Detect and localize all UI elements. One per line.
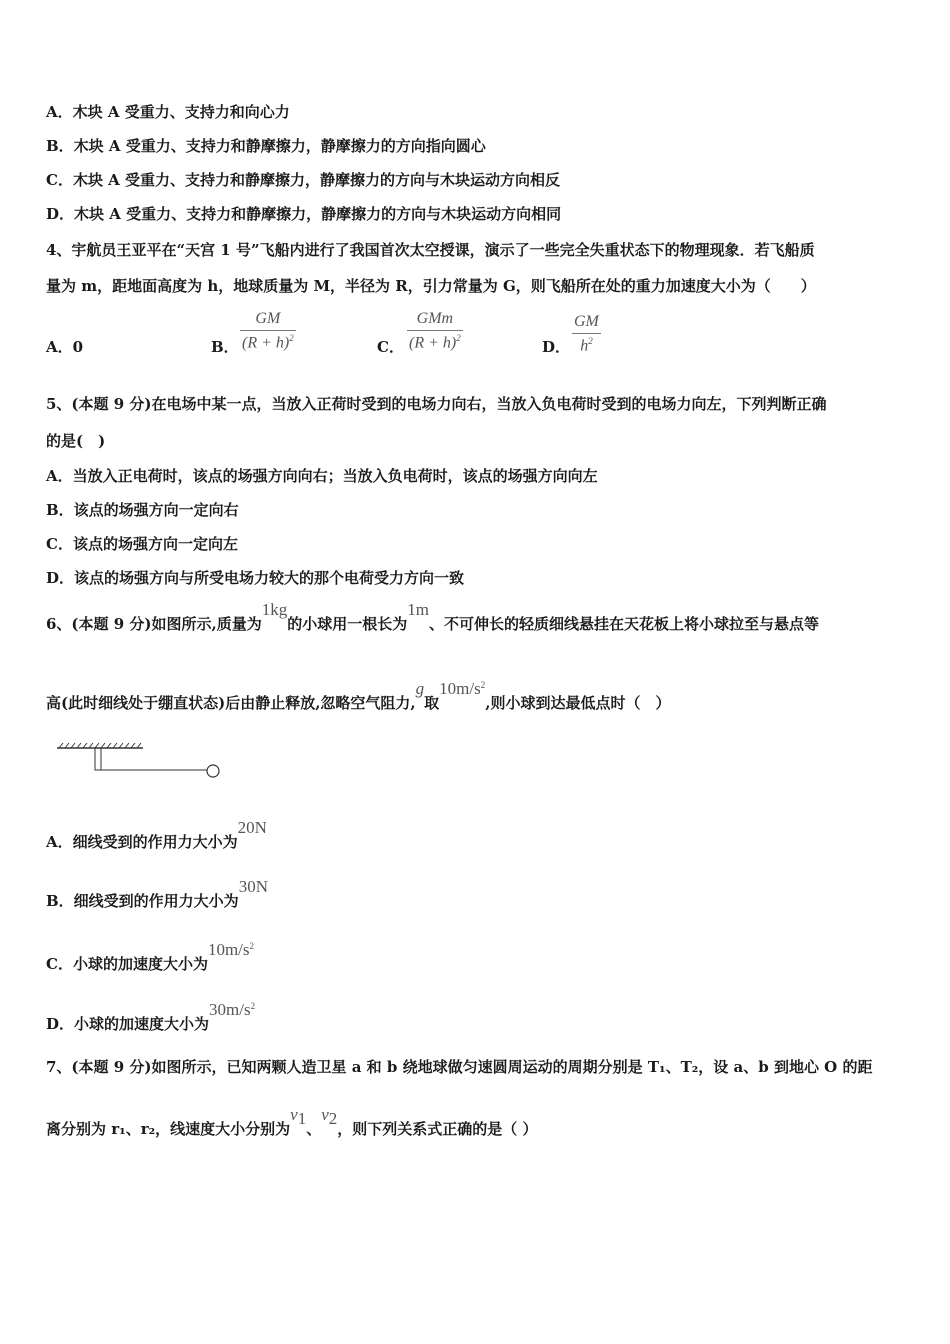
q6-stem-line2: 高(此时细线处于绷直状态)后由静止释放,忽略空气阻力,g取$10m/s^2$,则小球到达最低点时（ ） xyxy=(46,679,671,712)
q3-option-d: D．木块 A 受重力、支持力和静摩擦力，静摩擦力的方向与木块运动方向相同 xyxy=(46,205,562,223)
q5-option-b: B．该点的场强方向一定向右 xyxy=(46,501,239,519)
q5-option-d: D．该点的场强方向与所受电场力较大的那个电荷受力方向一致 xyxy=(46,569,465,587)
q4-stem-line2: 量为 m，距地面高度为 h，地球质量为 M，半径为 R，引力常量为 G，则飞船所在处的重力加速度大小为（ ） xyxy=(46,277,816,295)
q4-option-d-label: D． xyxy=(542,338,571,356)
q6-option-b: B．细线受到的作用力大小为30N xyxy=(46,877,268,910)
q3-option-b: B．木块 A 受重力、支持力和静摩擦力，静摩擦力的方向指向圆心 xyxy=(46,137,486,155)
q4-option-c-label: C． xyxy=(377,338,404,356)
q3-option-c: C．木块 A 受重力、支持力和静摩擦力，静摩擦力的方向与木块运动方向相反 xyxy=(46,171,561,189)
q6-option-d: D．小球的加速度大小为$30m/s^2$ xyxy=(46,1000,256,1033)
q3-option-a: A．木块 A 受重力、支持力和向心力 xyxy=(46,103,290,121)
q4-option-a: A．0 xyxy=(46,338,84,356)
q7-stem-line1: 7、(本题 9 分)如图所示，已知两颗人造卫星 a 和 b 绕地球做匀速圆周运动的周期分别是 T₁、T₂，设 a、b 到地心 O 的距 xyxy=(46,1058,873,1076)
pendulum-diagram xyxy=(55,742,225,782)
q5-option-a: A．当放入正电荷时，该点的场强方向向右；当放入负电荷时，该点的场强方向向左 xyxy=(46,467,598,485)
q4-option-d-formula: GM $h^2$ xyxy=(574,313,599,355)
q7-stem-line2: 离分别为 r₁、r₂，线速度大小分别为$v_1$、$v_2$，则下列关系式正确的是（ ） xyxy=(46,1105,538,1138)
q6-option-a: A．细线受到的作用力大小为20N xyxy=(46,818,267,851)
q4-option-b-formula: GM $(R + h)^2$ xyxy=(242,310,294,352)
q5-stem-line1: 5、(本题 9 分)在电场中某一点，当放入正荷时受到的电场力向右，当放入负电荷时受到的电场力向左，下列判断正确 xyxy=(46,395,827,413)
q4-stem-line1: 4、宇航员王亚平在“天宫 1 号”飞船内进行了我国首次太空授课，演示了一些完全失重状态下的物理现象．若飞船质 xyxy=(46,241,815,259)
q4-option-c-formula: GMm $(R + h)^2$ xyxy=(409,310,461,352)
q4-option-b-label: B． xyxy=(211,338,239,356)
q5-stem-line2: 的是( ) xyxy=(46,432,106,450)
q6-option-c: C．小球的加速度大小为$10m/s^2$ xyxy=(46,940,255,973)
q5-option-c: C．该点的场强方向一定向左 xyxy=(46,535,238,553)
q6-stem-line1: 6、(本题 9 分)如图所示,质量为1kg的小球用一根长为1m、不可伸长的轻质细线悬挂在天花板上将小球拉至与悬点等 xyxy=(46,600,820,633)
